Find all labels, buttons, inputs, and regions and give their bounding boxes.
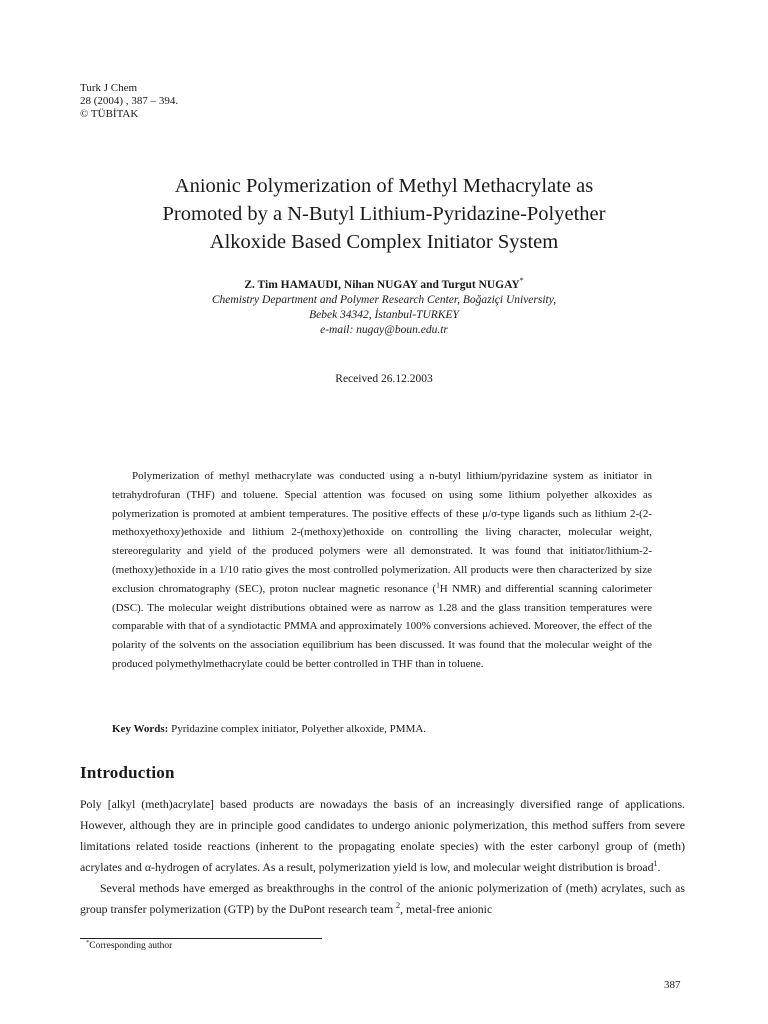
abstract-text-part-1: Polymerization of methyl methacrylate was conducted using a n-butyl lithium/pyridazine system as initiator in tetrahydrofuran (THF) and toluene. Special attention was focused on using some lithium polyether alkoxides as polymerization is promoted at ambient temperatures. The positive effects of these μ/σ-type ligands such as lithium 2-(2-methoxyethoxy)ethoxide and lithium 2-(methoxy)ethoxide on controlling the living character, molecular weight, stereoregularity and yield of the produced polymers were all demonstrated. It was found that initiator/lithium-2-(methoxy)ethoxide in a 1/10 ratio gives the most controlled polymerization. All products were then characterized by size exclusion chromatography (SEC), proton nuclear magnetic resonance (	[112, 470, 652, 595]
title-line-1: Anionic Polymerization of Methyl Methacrylate as	[174, 175, 594, 197]
page-number: 387	[664, 979, 681, 991]
title-line-2: Promoted by a N-Butyl Lithium-Pyridazine-Polyether	[162, 203, 606, 225]
journal-name: Turk J Chem	[80, 82, 138, 94]
intro-para1-end: .	[657, 860, 661, 874]
introduction-body	[80, 794, 685, 920]
author-email: e-mail: nugay@boun.edu.tr	[320, 324, 448, 336]
keywords-label: Key Words:	[112, 723, 169, 735]
intro-para2-text: Several methods have emerged as breakthroughs in the control of the anionic polymerization of (meth) acrylates, such as group transfer polymerization (GTP) by the DuPont research team	[80, 881, 685, 916]
title-line-3: Alkoxide Based Complex Initiator System	[209, 231, 559, 253]
affiliation-line-2: Bebek 34342, İstanbul-TURKEY	[309, 309, 459, 321]
reference-1: 1	[653, 859, 658, 869]
section-heading-introduction: Introduction	[80, 763, 175, 782]
introduction-paragraph-2	[80, 878, 685, 920]
author-names-text: Z. Tim HAMAUDI, Nihan NUGAY and Turgut NUGAY	[244, 279, 520, 291]
introduction-paragraph-1	[80, 794, 685, 878]
abstract-paragraph	[112, 467, 652, 674]
abstract-text-part-2: H NMR) and differential scanning calorimeter (DSC). The molecular weight distributions obtained were as narrow as 1.28 and the glass transition temperatures were comparable with that of a syndiotactic PMMA and approximately 100% conversions achieved. Moreover, the effect of the polarity of the solvents on the association equilibrium has been discussed. It was found that the molecular weight of the produced polymethylmethacrylate could be better controlled in THF than in toluene.	[112, 582, 652, 670]
keywords	[112, 723, 652, 735]
intro-para1-text: Poly [alkyl (meth)acrylate] based products are nowadays the basis of an increasingly diversified range of applications. However, although they are in principle good candidates to undergo anionic polymerization, this method suffers from severe limitations related toside reactions (inherent to the propagating enolate species) with the ester carbonyl group of (meth) acrylates and α-hydrogen of acrylates. As a result, polymerization yield is low, and molecular weight distribution is broad	[80, 797, 685, 874]
footnote-divider	[80, 938, 322, 939]
reference-2: 2	[396, 901, 401, 911]
received-date: Received 26.12.2003	[335, 373, 433, 385]
journal-volume-pages: 28 (2004) , 387 – 394.	[80, 95, 179, 107]
author-names	[40, 278, 728, 293]
abstract-superscript: 1	[436, 580, 440, 590]
abstract	[112, 467, 652, 674]
journal-copyright: © TÜBİTAK	[80, 108, 139, 120]
author-block	[40, 278, 728, 338]
intro-para2-end: , metal-free anionic	[400, 902, 493, 916]
footnote	[86, 938, 173, 951]
corresponding-mark: *	[519, 276, 524, 286]
footnote-text: Corresponding author	[89, 941, 173, 951]
keywords-text: Pyridazine complex initiator, Polyether alkoxide, PMMA.	[168, 723, 427, 735]
affiliation-line-1: Chemistry Department and Polymer Research Center, Boğaziçi University,	[211, 294, 557, 306]
footnote-mark: *	[86, 938, 90, 946]
paper-title	[40, 172, 728, 256]
journal-info	[80, 82, 178, 121]
